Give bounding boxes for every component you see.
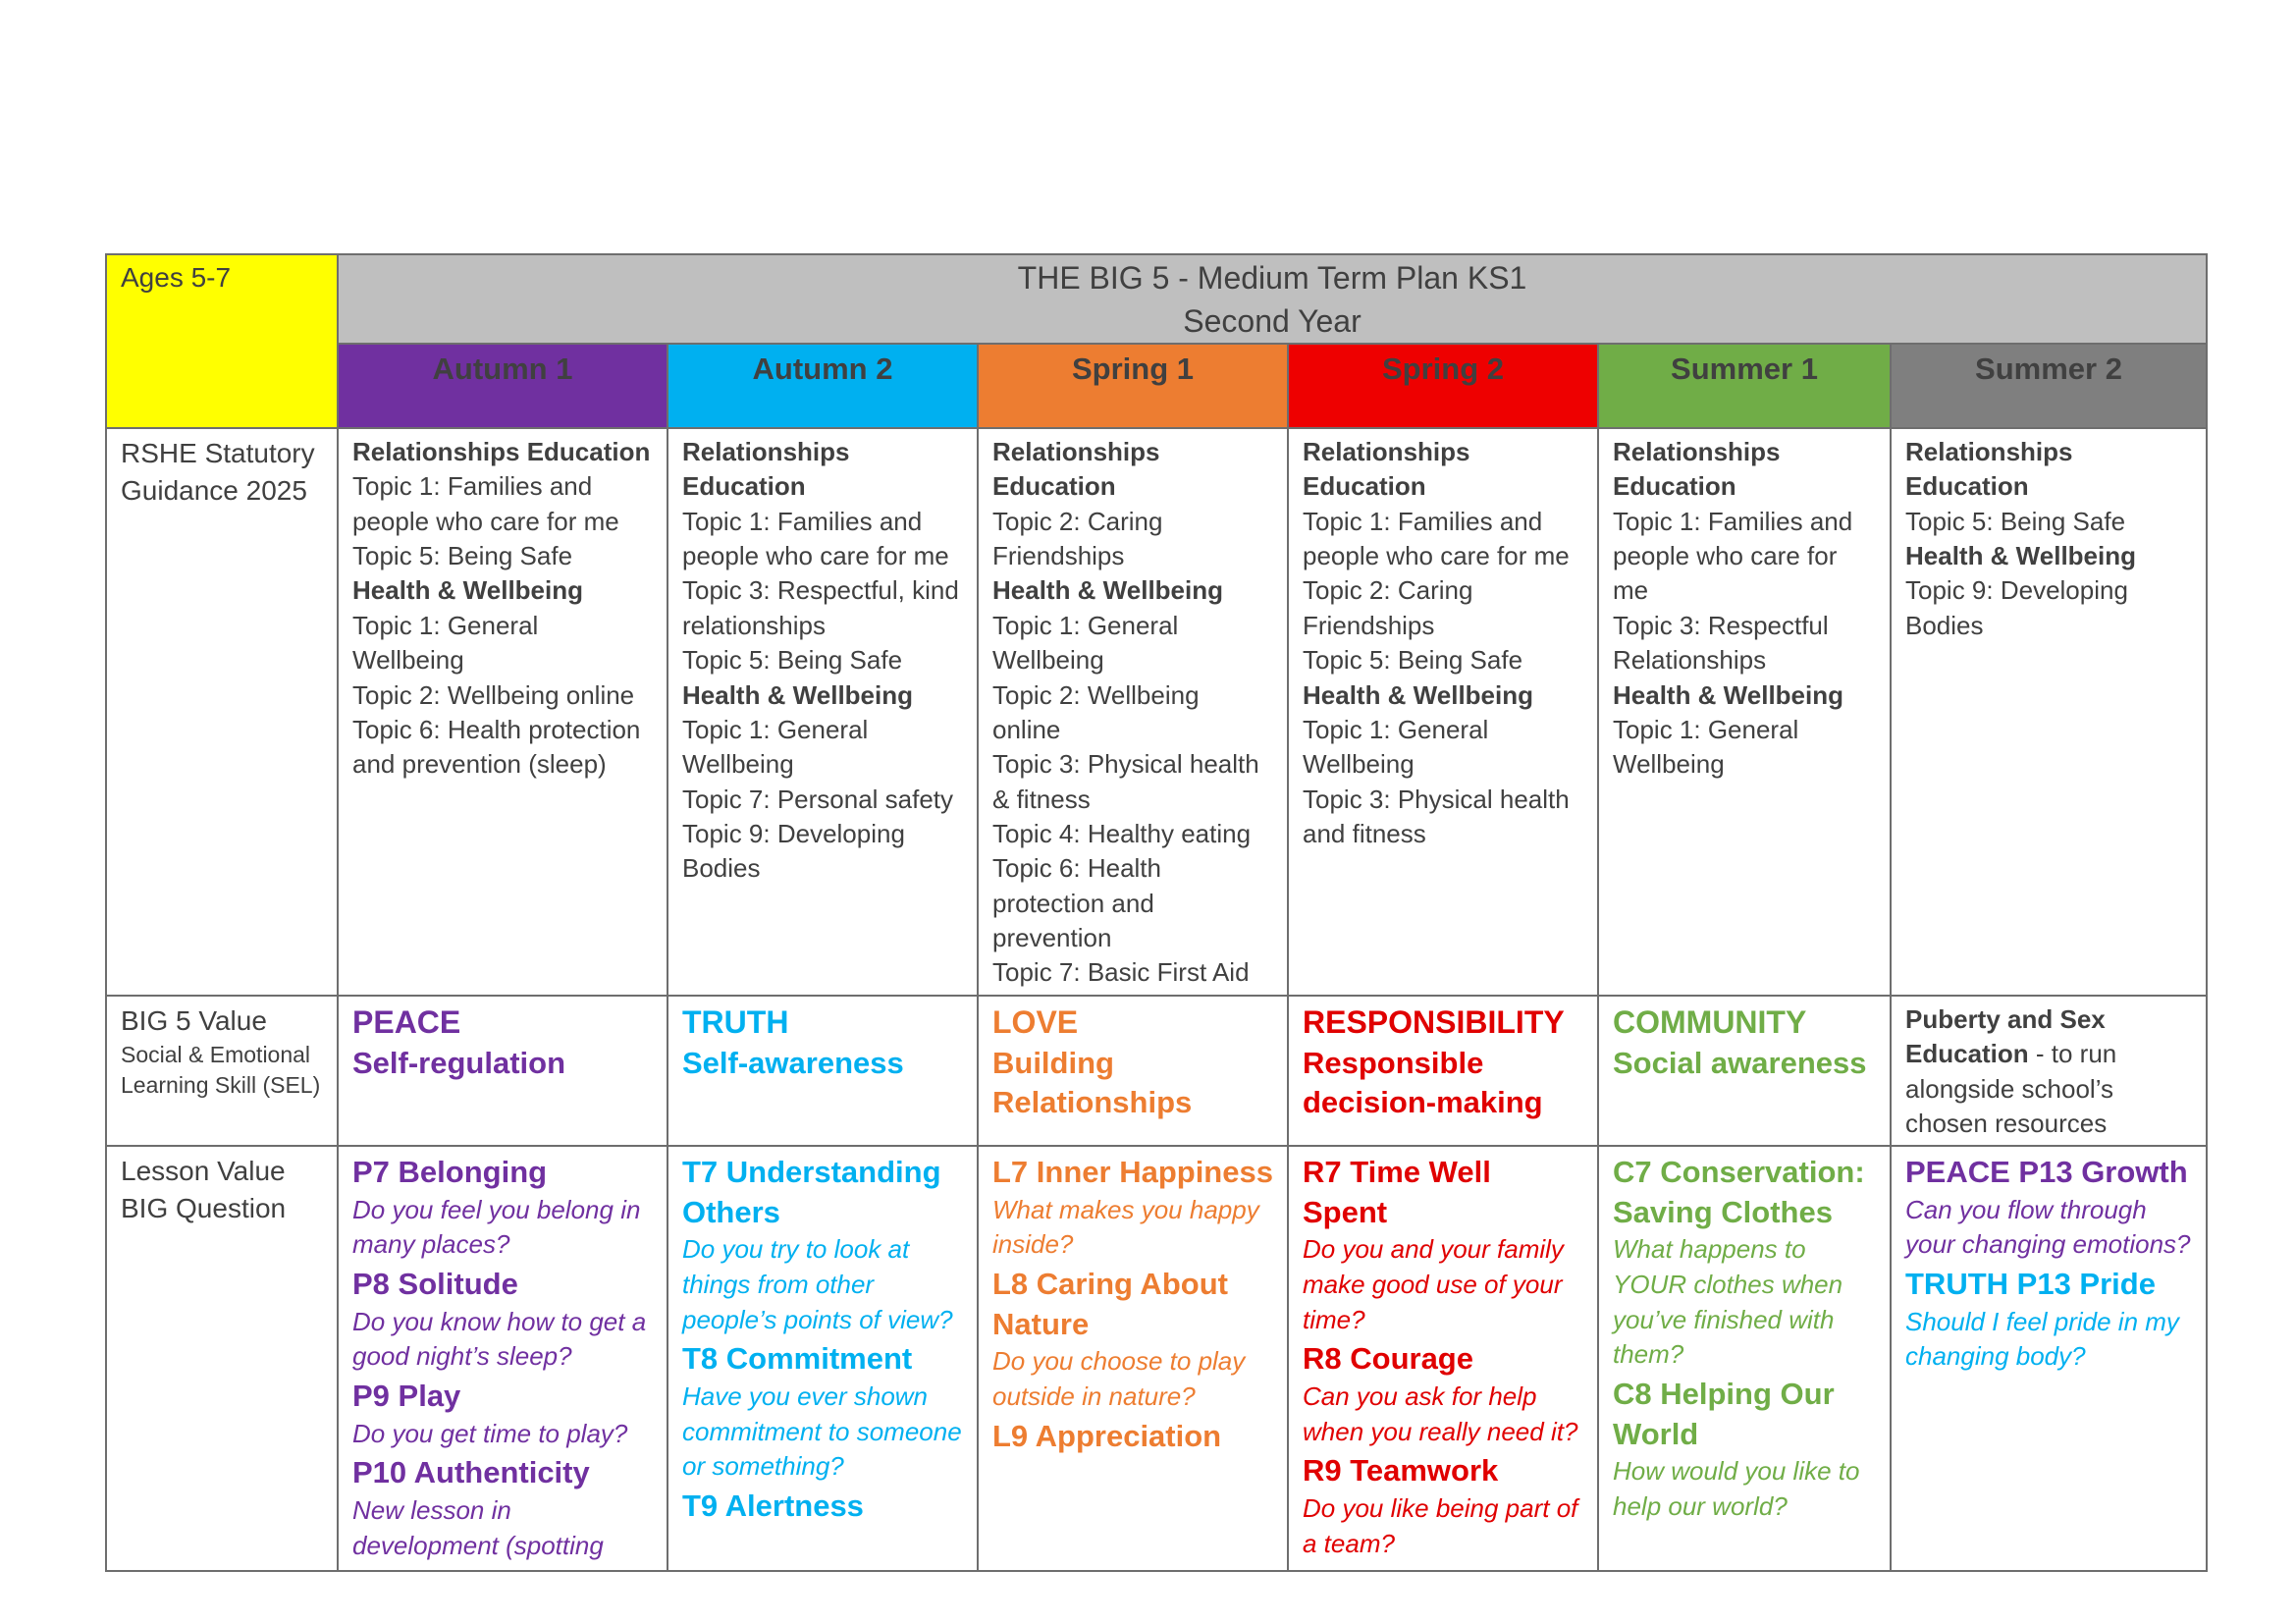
- guidance-topic: Topic 1: General Wellbeing: [352, 610, 539, 676]
- term-summer-1: Summer 1: [1598, 344, 1891, 428]
- guidance-heading: Health & Wellbeing: [1303, 679, 1533, 710]
- guidance-row-header: [106, 428, 338, 996]
- big-question: New lesson in development (spotting: [352, 1494, 604, 1560]
- big-question: Do you choose to play outside in nature?: [992, 1345, 1246, 1411]
- big-question: Do you feel you belong in many places?: [352, 1194, 641, 1260]
- big-question: Do you try to look at things from other people’s points of view?: [682, 1233, 953, 1334]
- big5-value: PEACE: [352, 1003, 461, 1040]
- pse-note-rest: - to run alongside school’s chosen resources: [1905, 1039, 2117, 1138]
- lesson-title: P10 Authenticity: [352, 1455, 590, 1490]
- lesson-title: L8 Caring About Nature: [992, 1267, 1228, 1341]
- lessons-cell: [978, 1146, 1288, 1570]
- big-question: Can you ask for help when you really need it?: [1303, 1380, 1578, 1446]
- guidance-heading: Relationships Education: [1303, 437, 1470, 502]
- guidance-heading: Health & Wellbeing: [682, 679, 913, 710]
- big-question: Do you and your family make good use of your time?: [1303, 1233, 1564, 1334]
- lesson-title: PEACE P13 Growth: [1905, 1155, 2188, 1190]
- big-question: Do you like being part of a team?: [1303, 1492, 1578, 1558]
- lessons-cell: [1288, 1146, 1598, 1570]
- guidance-topic: Topic 7: Personal safety: [682, 784, 954, 814]
- guidance-topic: Topic 2: Wellbeing online: [352, 679, 635, 710]
- guidance-topic: Topic 1: Families and people who care for me: [352, 471, 619, 536]
- lessons-row-header: [106, 1146, 338, 1570]
- guidance-topic: Topic 5: Being Safe: [352, 541, 573, 571]
- big-question: Can you flow through your changing emotions?: [1905, 1194, 2191, 1260]
- sel-skill: Social awareness: [1613, 1045, 1867, 1080]
- guidance-cell: [338, 428, 667, 996]
- guidance-topic: Topic 5: Being Safe: [1905, 506, 2126, 536]
- big-question: Have you ever shown commitment to someone or something?: [682, 1380, 962, 1482]
- guidance-topic: Topic 2: Caring Friendships: [1303, 575, 1473, 640]
- big-question: Do you know how to get a good night’s sleep?: [352, 1306, 647, 1372]
- big-question: How would you like to help our world?: [1613, 1455, 1860, 1521]
- lesson-title: R8 Courage: [1303, 1341, 1473, 1377]
- sel-skill: Self-awareness: [682, 1045, 904, 1080]
- guidance-header-line2: Guidance 2025: [121, 475, 307, 507]
- lesson-title: R7 Time Well Spent: [1303, 1155, 1491, 1229]
- sel-skill: Self-regulation: [352, 1045, 566, 1080]
- value-cell: [667, 996, 978, 1146]
- medium-term-plan-table: [105, 253, 2208, 1572]
- guidance-topic: Topic 5: Being Safe: [682, 645, 903, 676]
- guidance-topic: Topic 1: General Wellbeing: [1613, 714, 1799, 780]
- guidance-heading: Health & Wellbeing: [992, 575, 1223, 606]
- pse-note-cell: [1891, 996, 2207, 1146]
- term-spring-1: Spring 1: [978, 344, 1288, 428]
- guidance-heading: Relationships Education: [352, 437, 651, 467]
- guidance-row: [106, 428, 2207, 996]
- lesson-title: P8 Solitude: [352, 1267, 518, 1302]
- guidance-cell: [1598, 428, 1891, 996]
- lesson-title: T7 Understanding Others: [682, 1155, 941, 1229]
- guidance-topic: Topic 1: General Wellbeing: [992, 610, 1179, 676]
- lesson-title: T8 Commitment: [682, 1341, 913, 1377]
- title-row: [106, 254, 2207, 344]
- guidance-heading: Health & Wellbeing: [1613, 679, 1843, 710]
- lesson-title: T9 Alertness: [682, 1489, 864, 1524]
- term-header-row: [106, 344, 2207, 428]
- guidance-cell: [1891, 428, 2207, 996]
- lesson-title: L7 Inner Happiness: [992, 1155, 1273, 1190]
- ages-cell: Ages 5-7: [106, 254, 338, 428]
- plan-title: [338, 254, 2207, 344]
- guidance-heading: Relationships Education: [682, 437, 850, 502]
- lesson-title: P9 Play: [352, 1379, 461, 1414]
- lesson-title: C8 Helping Our World: [1613, 1377, 1835, 1451]
- guidance-topic: Topic 5: Being Safe: [1303, 645, 1523, 676]
- big5-value: COMMUNITY: [1613, 1003, 1807, 1040]
- lessons-cell: [667, 1146, 978, 1570]
- value-cell: [1288, 996, 1598, 1146]
- lessons-cell: [1891, 1146, 2207, 1570]
- big-question: Should I feel pride in my changing body?: [1905, 1306, 2179, 1372]
- value-header-line1: BIG 5 Value: [121, 1004, 267, 1036]
- big-question: Do you get time to play?: [352, 1418, 628, 1448]
- guidance-topic: Topic 1: Families and people who care for me: [1613, 506, 1853, 606]
- value-cell: [978, 996, 1288, 1146]
- guidance-heading: Health & Wellbeing: [1905, 541, 2136, 571]
- guidance-topic: Topic 6: Health protection and prevention: [992, 853, 1161, 953]
- term-summer-2: Summer 2: [1891, 344, 2207, 428]
- big5-value: RESPONSIBILITY: [1303, 1003, 1565, 1040]
- pse-note-bold: Puberty and Sex Education: [1905, 1003, 2106, 1069]
- big5-value: TRUTH: [682, 1003, 789, 1040]
- sel-skill: Building Relationships: [992, 1045, 1193, 1120]
- guidance-topic: Topic 1: Families and people who care for me: [1303, 506, 1570, 571]
- plan-title-line2: Second Year: [1183, 302, 1362, 339]
- guidance-topic: Topic 4: Healthy eating: [992, 818, 1252, 848]
- term-spring-2: Spring 2: [1288, 344, 1598, 428]
- guidance-topic: Topic 3: Respectful, kind relationships: [682, 575, 959, 640]
- sel-skill: Responsible decision-making: [1303, 1045, 1543, 1120]
- term-autumn-2: Autumn 2: [667, 344, 978, 428]
- lessons-header-line1: Lesson Value: [121, 1156, 286, 1187]
- big5-value: LOVE: [992, 1003, 1079, 1040]
- guidance-topic: Topic 6: Health protection and prevention (sleep): [352, 714, 641, 780]
- guidance-cell: [667, 428, 978, 996]
- term-autumn-1: Autumn 1: [338, 344, 667, 428]
- lesson-title: L9 Appreciation: [992, 1418, 1222, 1453]
- value-row: [106, 996, 2207, 1146]
- value-cell: [1598, 996, 1891, 1146]
- guidance-topic: Topic 2: Caring Friendships: [992, 506, 1163, 571]
- lesson-title: TRUTH P13 Pride: [1905, 1267, 2156, 1302]
- guidance-topic: Topic 2: Wellbeing online: [992, 679, 1200, 744]
- value-row-header: [106, 996, 338, 1146]
- lessons-cell: [1598, 1146, 1891, 1570]
- lessons-header-line2: BIG Question: [121, 1193, 287, 1224]
- guidance-topic: Topic 1: General Wellbeing: [1303, 714, 1489, 780]
- value-header-line2: Social & Emotional Learning Skill (SEL): [121, 1041, 321, 1099]
- lesson-title: R9 Teamwork: [1303, 1453, 1499, 1489]
- guidance-heading: Health & Wellbeing: [352, 575, 583, 606]
- guidance-topic: Topic 3: Respectful Relationships: [1613, 610, 1829, 676]
- guidance-cell: [1288, 428, 1598, 996]
- guidance-heading: Relationships Education: [992, 437, 1160, 502]
- lessons-row: [106, 1146, 2207, 1570]
- guidance-topic: Topic 1: Families and people who care for me: [682, 506, 949, 571]
- lessons-cell: [338, 1146, 667, 1570]
- value-cell: [338, 996, 667, 1146]
- guidance-topic: Topic 9: Developing Bodies: [682, 818, 905, 884]
- big-question: What makes you happy inside?: [992, 1194, 1259, 1260]
- big-question: What happens to YOUR clothes when you’ve finished with them?: [1613, 1233, 1843, 1370]
- lesson-title: P7 Belonging: [352, 1155, 548, 1190]
- guidance-cell: [978, 428, 1288, 996]
- guidance-topic: Topic 7: Basic First Aid: [992, 957, 1250, 988]
- guidance-heading: Relationships Education: [1905, 437, 2073, 502]
- guidance-topic: Topic 3: Physical health & fitness: [992, 749, 1259, 814]
- guidance-topic: Topic 3: Physical health and fitness: [1303, 784, 1570, 848]
- plan-title-line1: THE BIG 5 - Medium Term Plan KS1: [1017, 260, 1527, 296]
- guidance-topic: Topic 9: Developing Bodies: [1905, 575, 2128, 640]
- lesson-title: C7 Conservation: Saving Clothes: [1613, 1155, 1865, 1229]
- guidance-topic: Topic 1: General Wellbeing: [682, 714, 869, 780]
- guidance-heading: Relationships Education: [1613, 437, 1781, 502]
- guidance-header-line1: RSHE Statutory: [121, 438, 315, 469]
